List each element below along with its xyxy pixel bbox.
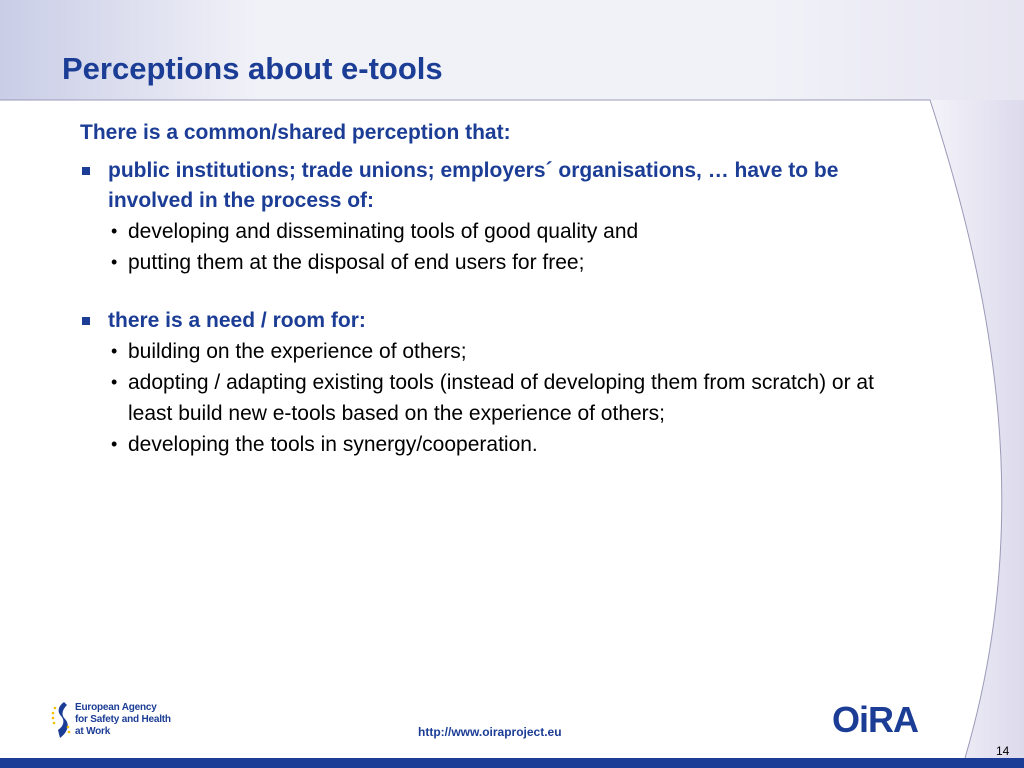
list-item-text: putting them at the disposal of end users for free; [128,251,585,274]
bullet-dot-icon: • [111,221,118,241]
square-bullet-icon [82,167,90,175]
bullet-dot-icon: • [111,341,118,361]
intro-text: There is a common/shared perception that: [80,121,511,144]
agency-name [75,702,171,738]
list-item [108,216,900,247]
list-item-text: adopting / adapting existing tools (instead of developing them from scratch) or at least build new e-tools based on the experience of others; [128,371,874,425]
slide-title: Perceptions about e-tools [62,51,443,86]
list-item-text: developing the tools in synergy/cooperation. [128,433,538,456]
bottom-bar [0,758,1024,768]
bullet-dot-icon: • [111,434,118,454]
oira-logo-icon [832,699,918,740]
sub-list [108,216,900,278]
page-number: 14 [996,744,1010,758]
list-item-text: developing and disseminating tools of good quality and [128,220,639,243]
list-item [108,247,900,278]
footer-url-link[interactable]: http://www.oiraproject.eu [418,725,562,739]
list-item [108,429,900,460]
bullet-dot-icon: • [111,372,118,392]
oira-logo-text: OiRA [832,699,918,740]
list-item [108,336,900,367]
agency-name-line: European Agency [75,702,157,713]
section-involvement [80,156,900,278]
agency-name-line: at Work [75,726,111,737]
agency-name-line: for Safety and Health [75,714,171,725]
eu-osha-logo-icon [50,700,72,740]
list-item-text: building on the experience of others; [128,340,467,363]
section-heading: public institutions; trade unions; employers´ organisations, … have to be involved in the process of: [108,159,839,212]
slide-content [80,118,900,460]
section-heading: there is a need / room for: [108,309,366,332]
eu-osha-logo [50,700,170,742]
list-item [108,367,900,429]
square-bullet-icon [82,317,90,325]
section-needs [80,306,900,460]
sub-list [108,336,900,460]
bullet-dot-icon: • [111,252,118,272]
